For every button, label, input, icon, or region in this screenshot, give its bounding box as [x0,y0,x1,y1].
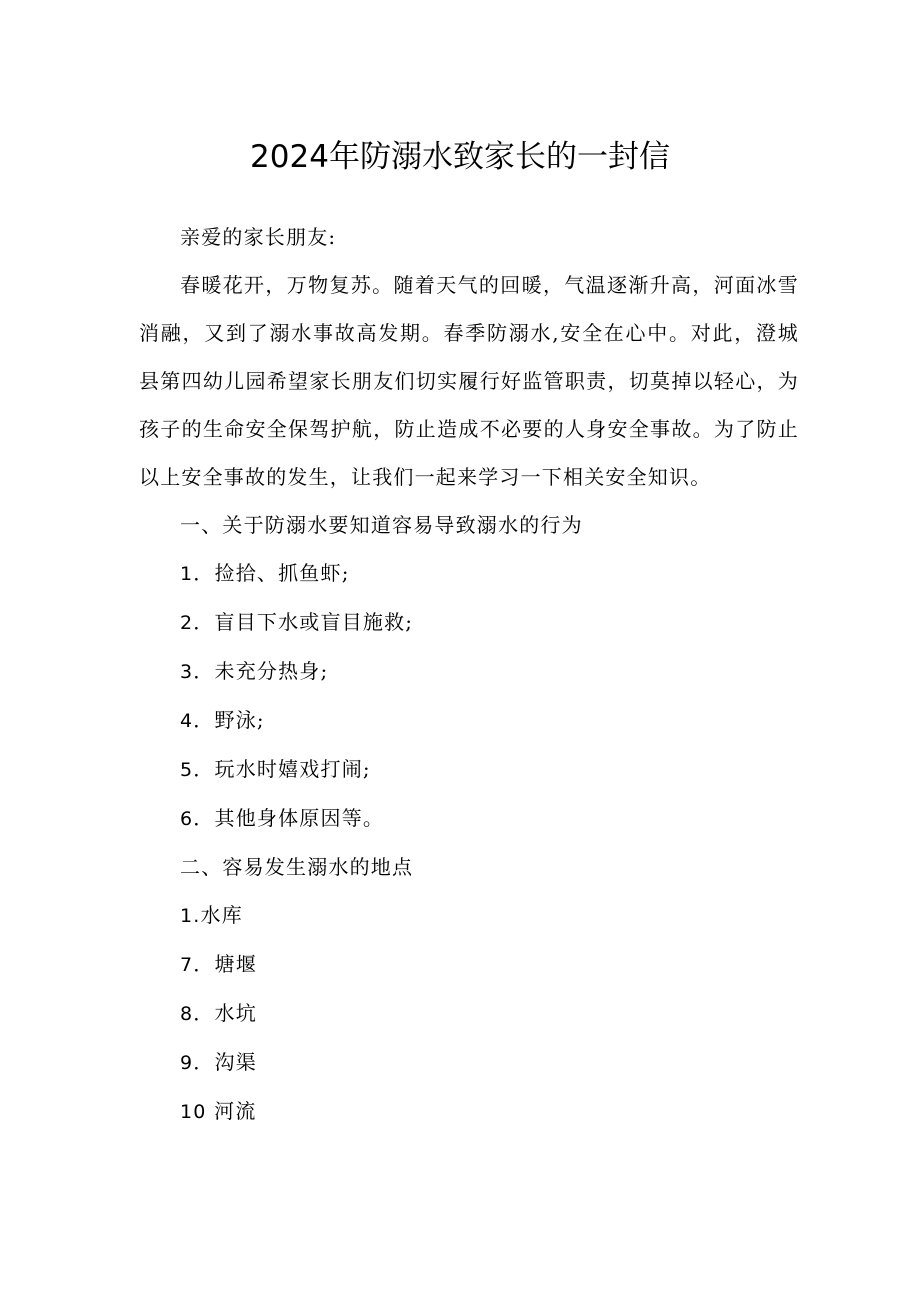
list-item: 3．未充分热身; [180,659,329,683]
list-item: 5．玩水时嬉戏打闹; [180,757,371,781]
greeting: 亲爱的家长朋友: [180,225,337,249]
intro-paragraph: 春暖花开，万物复苏。随着天气的回暖，气温逐渐升高，河面冰雪消融，又到了溺水事故高发期。春季防溺水,安全在心中。对此，澄城县第四幼儿园希望家长朋友们切实履行好监管职责，切莫掉以轻心，为孩子的生命安全保驾护航，防止造成不必要的人身安全事故。为了防止以上安全事故的发生，让我们一起来学习一下相关安全知识。 [139,273,799,489]
document-title: 2024年防溺水致家长的一封信 [250,138,670,175]
section-2-heading: 二、容易发生溺水的地点 [180,855,414,879]
list-item: 7．塘堰 [180,952,257,976]
document-body [139,213,799,1136]
list-item: 6．其他身体原因等。 [180,806,385,830]
list-item: 2．盲目下水或盲目施救; [180,610,414,634]
list-item: 10 河流 [180,1099,257,1123]
section-1-heading: 一、关于防溺水要知道容易导致溺水的行为 [180,513,583,537]
list-item: 4．野泳; [180,708,265,732]
list-item: 1．捡拾、抓鱼虾; [180,561,350,585]
list-item: 1.水库 [180,903,243,927]
list-item: 8．水坑 [180,1001,257,1025]
list-item: 9．沟渠 [180,1050,257,1074]
